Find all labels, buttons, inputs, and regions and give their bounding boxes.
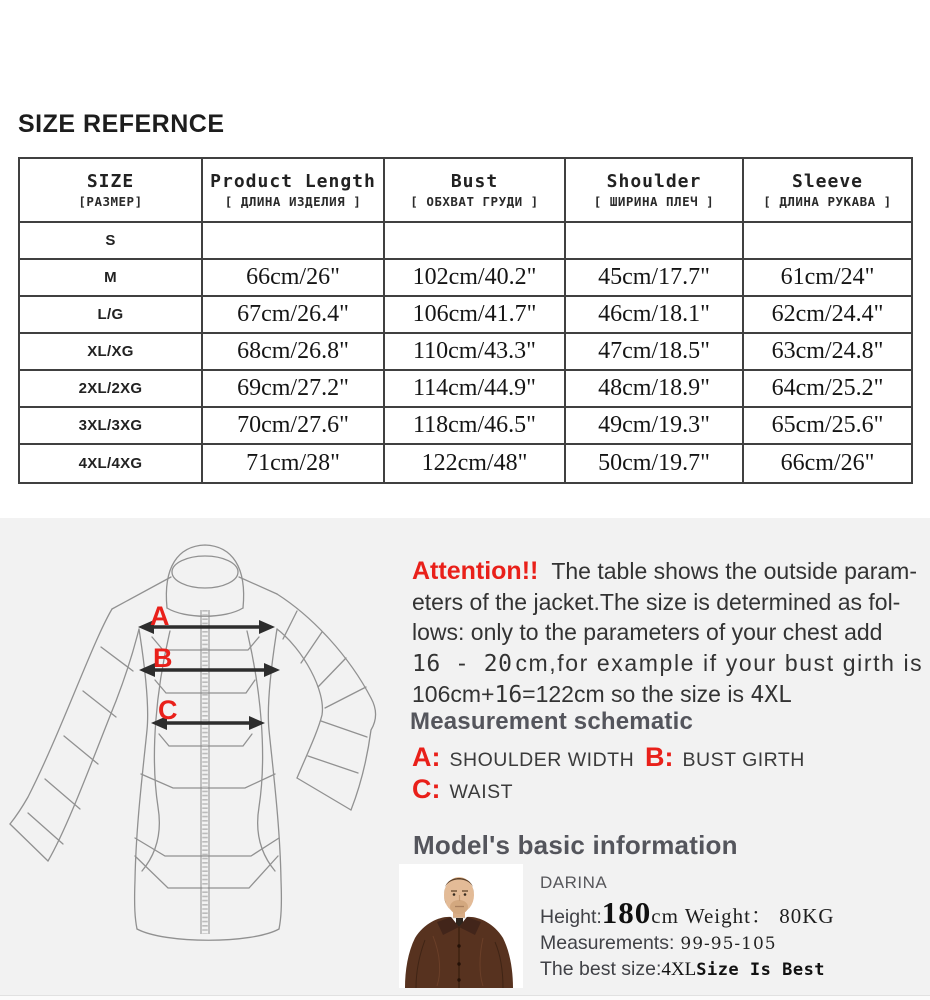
diagram-letter-c: C [158, 695, 178, 725]
size-table [18, 157, 913, 484]
model-best-size [540, 958, 835, 981]
cell-size: S [20, 223, 203, 260]
header-en: Sleeve [791, 171, 864, 192]
best-size-value: 4XL [661, 959, 697, 980]
attention-line5d: 4XL [750, 682, 792, 708]
header-en: SIZE [86, 171, 135, 192]
weight-value: cm Weight： 80KG [651, 904, 835, 928]
header-ru: [ ОБХВАТ ГРУДИ ] [410, 194, 539, 209]
header-ru: [ ДЛИНА ИЗДЕЛИЯ ] [224, 194, 362, 209]
diagram-letter-a: A [150, 601, 170, 631]
model-details [540, 873, 835, 981]
table-header-bust [385, 159, 566, 223]
cell-size: L/G [20, 297, 203, 334]
schematic-item-c [412, 774, 513, 805]
model-measurements [540, 932, 835, 955]
cell-bust [385, 223, 566, 260]
cell-bust: 118cm/46.5" [385, 408, 566, 445]
cell-sleeve: 66cm/26" [780, 450, 875, 476]
model-photo [399, 864, 523, 988]
cell-bust: 122cm/48" [385, 445, 566, 482]
page-title: SIZE REFERNCE [18, 110, 225, 138]
header-en: Shoulder [606, 171, 702, 192]
header-en: Bust [450, 171, 499, 192]
attention-line3: lows: only to the parameters of your chest add [412, 619, 883, 645]
cell-sleeve: 62cm/24.4" [744, 297, 911, 334]
cell-length: 67cm/26.4" [203, 297, 385, 334]
cell-size: M [20, 260, 203, 297]
cell-length: 66cm/26" [203, 260, 385, 297]
model-name: DARINA [540, 873, 608, 892]
cell-length [203, 223, 385, 260]
table-header-length [203, 159, 385, 223]
attention-line4-rest: cm,for example if your bust girth is [515, 649, 924, 676]
attention-line4-range: 16 - 20 [412, 650, 513, 677]
best-size-suffix: Size Is Best [696, 960, 826, 980]
cell-sleeve: 63cm/24.8" [744, 334, 911, 371]
cell-shoulder: 49cm/19.3" [566, 408, 744, 445]
cell-shoulder [566, 223, 744, 260]
cell-shoulder: 46cm/18.1" [566, 297, 744, 334]
zipper [201, 610, 209, 934]
header-en: Product Length [210, 171, 376, 192]
schematic-item-a [412, 742, 634, 773]
jacket-measurement-diagram [0, 515, 410, 1000]
header-ru: [ ДЛИНА РУКАВА ] [763, 194, 892, 209]
jacket-outline [10, 545, 376, 940]
height-value: 180 [601, 895, 652, 930]
cell-bust: 114cm/44.9" [385, 371, 566, 408]
attention-line5b: 16 [494, 682, 523, 708]
model-height-weight [540, 895, 835, 931]
cell-length: 70cm/27.6" [203, 408, 385, 445]
cell-sleeve: 65cm/25.6" [744, 408, 911, 445]
cell-sleeve: 64cm/25.2" [744, 371, 911, 408]
table-header-size [20, 159, 203, 223]
schematic-key: C: [412, 774, 441, 804]
cell-shoulder: 50cm/19.7" [566, 445, 744, 482]
measurements-label: Measurements: [540, 932, 675, 954]
cell-length: 68cm/26.8" [203, 334, 385, 371]
attention-line1: The table shows the outside param- [551, 558, 917, 584]
cell-shoulder: 47cm/18.5" [566, 334, 744, 371]
header-ru: [РАЗМЕР] [78, 194, 143, 209]
cell-length: 71cm/28" [203, 445, 385, 482]
cell-length: 69cm/27.2" [203, 371, 385, 408]
attention-label: Attention!! [412, 557, 539, 585]
cell-bust: 110cm/43.3" [385, 334, 566, 371]
cell-size: 4XL/4XG [20, 445, 203, 482]
schematic-label: WAIST [449, 781, 514, 803]
measurements-value: 99-95-105 [680, 934, 777, 954]
attention-line5c: =122cm so the size is [522, 681, 751, 707]
attention-line2: eters of the jacket.The size is determined as fol- [412, 588, 901, 615]
cell-bust: 106cm/41.7" [385, 297, 566, 334]
cell-size: 3XL/3XG [20, 408, 203, 445]
diagram-letter-b: B [153, 643, 173, 673]
schematic-label: BUST GIRTH [682, 749, 805, 771]
table-header-shoulder [566, 159, 744, 223]
schematic-key: A: [412, 742, 441, 772]
cell-bust: 102cm/40.2" [385, 260, 566, 297]
cell-shoulder: 45cm/17.7" [566, 260, 744, 297]
cell-shoulder: 48cm/18.9" [566, 371, 744, 408]
schematic-label: SHOULDER WIDTH [449, 749, 635, 771]
cell-sleeve: 61cm/24" [744, 260, 911, 297]
table-header-sleeve [744, 159, 911, 223]
cell-sleeve [744, 223, 911, 260]
header-ru: [ ШИРИНА ПЛЕЧ ] [593, 194, 715, 209]
schematic-item-b [645, 742, 805, 773]
attention-note [412, 556, 927, 711]
schematic-key: B: [645, 742, 674, 772]
height-label: Height: [540, 906, 602, 928]
attention-line5a: 106cm+ [412, 681, 495, 707]
model-info-heading: Model's basic information [413, 830, 738, 860]
cell-size: XL/XG [20, 334, 203, 371]
cell-size: 2XL/2XG [20, 371, 203, 408]
measurement-schematic-heading: Measurement schematic [410, 708, 693, 735]
best-size-label: The best size: [540, 958, 662, 980]
